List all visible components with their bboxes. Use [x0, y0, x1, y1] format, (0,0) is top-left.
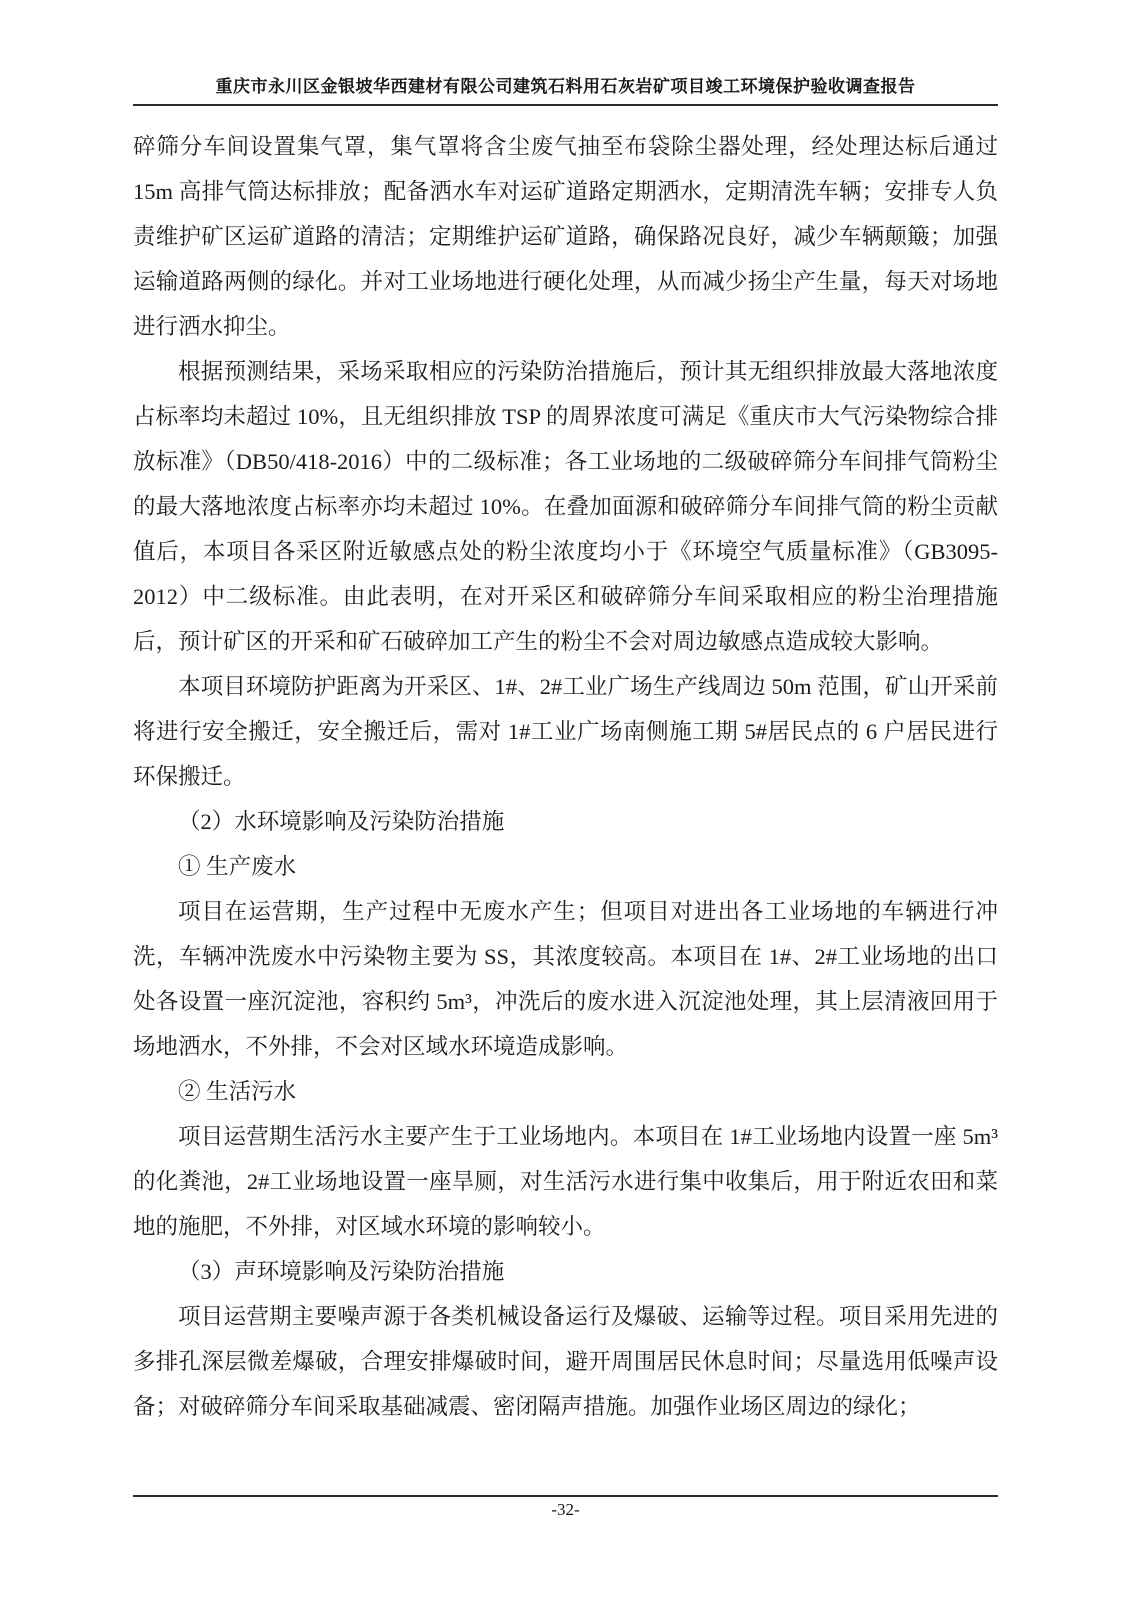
paragraph-domestic-sewage: 项目运营期生活污水主要产生于工业场地内。本项目在 1#工业场地内设置一座 5m³ 的化粪池，2#工业场地设置一座旱厕，对生活污水进行集中收集后，用于附近农田和菜地的施肥，不外排，对区域水环境的影响较小。 [133, 1124, 998, 1239]
subsection-heading-domestic-sewage: ② 生活污水 [178, 1079, 297, 1104]
report-title: 重庆市永川区金银坡华西建材有限公司建筑石料用石灰岩矿项目竣工环境保护验收调查报告 [215, 77, 916, 96]
paragraph-prediction-results: 根据预测结果，采场采取相应的污染防治措施后，预计其无组织排放最大落地浓度占标率均未超过 10%，且无组织排放 TSP 的周界浓度可满足《重庆市大气污染物综合排放标准》（DB50/418-2016）中的二级标准；各工业场地的二级破碎筛分车间排气筒粉尘的最大落地浓度占标率亦均未超过 10%。在叠加面源和破碎筛分车间排气筒的粉尘贡献值后，本项目各采区附近敏感点处的粉尘浓度均小于《环境空气质量标准》（GB3095-2012）中二级标准。由此表明，在对开采区和破碎筛分车间采取相应的粉尘治理措施后，预计矿区的开采和矿石破碎加工产生的粉尘不会对周边敏感点造成较大影响。 [133, 359, 998, 654]
page-footer [133, 1495, 998, 1520]
header-rule [133, 104, 998, 106]
paragraph-noise-sources: 项目运营期主要噪声源于各类机械设备运行及爆破、运输等过程。项目采用先进的多排孔深层微差爆破，合理安排爆破时间，避开周围居民休息时间；尽量选用低噪声设备；对破碎筛分车间采取基础减震、密闭隔声措施。加强作业场区周边的绿化； [133, 1304, 998, 1419]
paragraph-production-wastewater: 项目在运营期，生产过程中无废水产生；但项目对进出各工业场地的车辆进行冲洗，车辆冲洗废水中污染物主要为 SS，其浓度较高。本项目在 1#、2#工业场地的出口处各设置一座沉淀池，容积约 5m³，冲洗后的废水进入沉淀池处理，其上层清液回用于场地洒水，不外排，不会对区域水环境造成影响。 [133, 899, 998, 1059]
section-heading-acoustic-environment: （3）声环境影响及污染防治措施 [178, 1259, 505, 1284]
page-number: -32- [551, 1500, 580, 1519]
paragraph-protection-distance: 本项目环境防护距离为开采区、1#、2#工业广场生产线周边 50m 范围，矿山开采前将进行安全搬迁，安全搬迁后，需对 1#工业广场南侧施工期 5#居民点的 6 户居民进行环保搬迁。 [133, 674, 998, 789]
subsection-heading-production-wastewater: ① 生产废水 [178, 854, 297, 879]
section-heading-water-environment: （2）水环境影响及污染防治措施 [178, 809, 505, 834]
page-header [133, 0, 998, 114]
paragraph-dust-control-measures: 碎筛分车间设置集气罩，集气罩将含尘废气抽至布袋除尘器处理，经处理达标后通过 15m 高排气筒达标排放；配备洒水车对运矿道路定期洒水，定期清洗车辆；安排专人负责维护矿区运矿道路的清洁；定期维护运矿道路，确保路况良好，减少车辆颠簸；加强运输道路两侧的绿化。并对工业场地进行硬化处理，从而减少扬尘产生量，每天对场地进行洒水抑尘。 [133, 134, 998, 339]
document-body [133, 124, 998, 1429]
